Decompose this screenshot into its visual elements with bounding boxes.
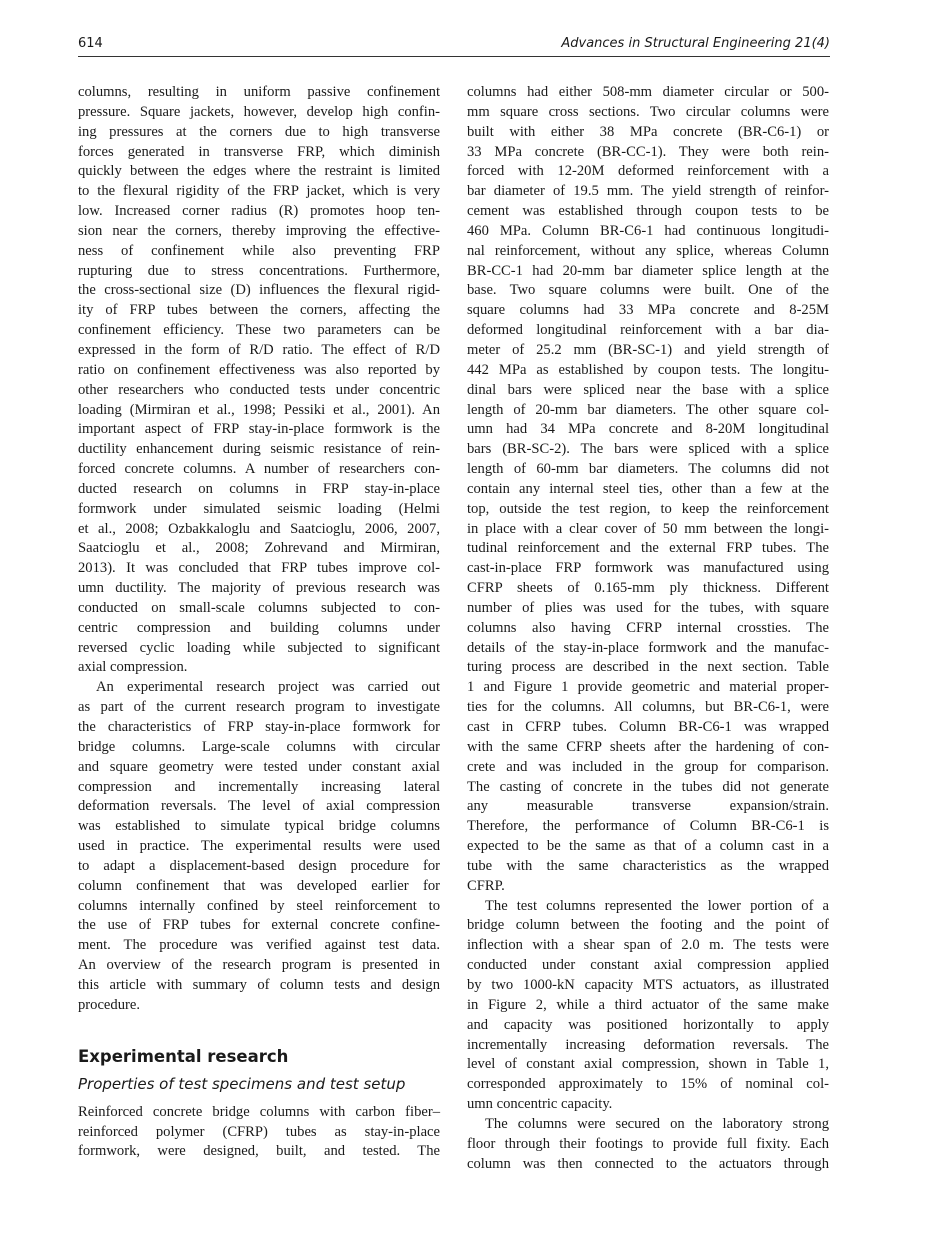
text-line: ductility enhancement during seismic resistance of rein-	[78, 441, 440, 458]
text-line: ness of confinement while also preventing FRP	[78, 242, 440, 259]
text-line: formwork, were designed, built, and tested. The	[78, 1143, 440, 1160]
text-line: level of constant axial compression, shown in Table 1,	[467, 1056, 829, 1073]
text-line: the characteristics of FRP stay-in-place formwork for	[78, 719, 440, 735]
text-line: confinement efficiency. These two parameters can be	[78, 322, 440, 339]
subsection-heading: Properties of test specimens and test setup	[78, 1074, 406, 1093]
text-line: to adapt a displacement-based design procedure for	[78, 857, 440, 874]
paragraph	[467, 83, 829, 897]
text-line: An experimental research project was carried out	[96, 679, 440, 696]
text-line: deformed longitudinal reinforcement with a bar dia-	[467, 322, 829, 339]
text-line: An overview of the research program is presented in	[78, 957, 440, 974]
text-line: the use of FRP tubes for external concrete confine-	[78, 917, 440, 934]
text-line: umn ductility. The majority of previous research was	[78, 580, 440, 597]
text-line: ratio on confinement effectiveness was also reported by	[78, 361, 440, 378]
text-line: turing process are described in the next section. Table	[467, 659, 829, 676]
text-line: ducted research on columns in FRP stay-in-place	[78, 480, 440, 497]
text-line: umn had 34 MPa concrete and 8-20M longitudinal	[467, 421, 829, 438]
text-line: and capacity was positioned horizontally to apply	[467, 1016, 829, 1033]
text-line: Reinforced concrete bridge columns with carbon fiber–	[78, 1103, 440, 1120]
text-line: columns had either 508-mm diameter circular or 500-	[467, 84, 829, 100]
section-body	[78, 1103, 440, 1163]
text-line: 33 MPa concrete (BR-CC-1). They were both rein-	[467, 143, 829, 160]
text-line: this article with summary of column tests and design	[78, 976, 440, 993]
text-line: column was then connected to the actuators through	[467, 1155, 829, 1172]
text-line: cast-in-place FRP formwork was manufactured using	[467, 560, 829, 577]
text-line: conducted on small-scale columns subjected to con-	[78, 599, 440, 616]
text-line: 460 MPa. Column BR-C6-1 had continuous longitudi-	[467, 222, 829, 239]
text-line: built with either 38 MPa concrete (BR-C6-1) or	[467, 123, 829, 140]
text-line: columns, resulting in uniform passive confinement	[78, 84, 440, 100]
text-line: reversed cyclic loading while subjected to significant	[78, 639, 440, 656]
text-line: The casting of concrete in the tubes did not generate	[467, 778, 829, 795]
text-line: bar diameter of 19.5 mm. The yield strength of reinfor-	[467, 183, 829, 200]
text-line: in place with a clear cover of 50 mm between the longi-	[467, 520, 829, 537]
text-line: bars (BR-SC-2). The bars were spliced with a splice	[467, 441, 829, 458]
text-line: centric compression and building columns under	[78, 619, 440, 636]
text-line: loading (Mirmiran et al., 1998; Pessiki et al., 2001). An	[78, 401, 440, 418]
paragraph	[78, 83, 440, 678]
text-line: 2013). It was concluded that FRP tubes improve col-	[78, 560, 440, 577]
text-line: square columns had 33 MPa concrete and 8-25M	[467, 302, 829, 319]
text-line: to the flexural rigidity of the FRP jacket, which is very	[78, 183, 440, 200]
text-line: low. Increased corner radius (R) promotes hoop ten-	[78, 203, 440, 220]
text-line: ment. The procedure was verified against test data.	[78, 937, 440, 954]
text-line: crete and was included in the group for comparison.	[467, 758, 829, 775]
text-line: CFRP.	[467, 877, 505, 894]
text-line: formwork under simulated seismic loading (Helmi	[78, 500, 440, 517]
text-line: base. Two square columns were built. One of the	[467, 282, 829, 299]
text-line: nal reinforcement, without any splice, whereas Column	[467, 242, 829, 259]
text-line: mm square cross sections. Two circular columns were	[467, 103, 829, 120]
paragraph	[78, 678, 440, 1015]
text-line: reinforced polymer (CFRP) tubes as stay-in-place	[78, 1123, 440, 1140]
text-line: et al., 2008; Ozbakkaloglu and Saatcioglu, 2006, 2007,	[78, 520, 440, 537]
text-line: CFRP sheets of 0.165-mm ply thickness. Different	[467, 580, 829, 597]
text-line: contain any internal steel ties, other than a few at the	[467, 480, 829, 497]
text-line: used in practice. The experimental results were used	[78, 838, 440, 855]
text-line: with the same CFRP sheets after the hardening of con-	[467, 738, 829, 755]
text-line: bridge columns. Large-scale columns with circular	[78, 738, 440, 755]
text-line: tudinal reinforcement and the external FRP tubes. The	[467, 540, 829, 557]
text-line: ing pressures at the corners due to high transverse	[78, 123, 440, 140]
text-line: was established to simulate typical bridge columns	[78, 818, 440, 835]
page-number: 614	[78, 36, 103, 51]
text-line: rupturing due to stress concentrations. Furthermore,	[78, 262, 440, 279]
text-line: length of 60-mm bar diameters. The columns did not	[467, 461, 829, 478]
right-paragraphs	[467, 83, 829, 1174]
paragraph	[467, 897, 829, 1115]
text-line: other researchers who conducted tests under concentric	[78, 381, 440, 398]
text-line: column confinement that was developed earlier for	[78, 877, 440, 894]
text-line: as part of the current research program to investigate	[78, 699, 440, 716]
text-line: meter of 25.2 mm (BR-SC-1) and yield strength of	[467, 341, 829, 358]
section-heading: Experimental research	[78, 1046, 289, 1066]
text-line: inflection with a shear span of 2.0 m. The tests were	[467, 937, 829, 954]
text-line: ity of FRP tubes between the corners, affecting the	[78, 302, 440, 319]
text-line: dinal bars were spliced near the base with a splice	[467, 381, 829, 398]
text-line: floor through their footings to provide full fixity. Each	[467, 1135, 829, 1152]
text-line: any measurable transverse expansion/strain.	[467, 798, 829, 815]
text-line: cement was established through coupon tests to be	[467, 203, 829, 220]
text-line: number of plies was used for the tubes, with square	[467, 599, 829, 616]
text-line: details of the stay-in-place formwork and the manufac-	[467, 639, 829, 656]
paragraph	[467, 1115, 829, 1175]
text-line: sion near the corners, thereby improving the effective-	[78, 222, 440, 239]
text-line: ties for the columns. All columns, but BR-C6-1, were	[467, 699, 829, 716]
text-line: expressed in the form of R/D ratio. The effect of R/D	[78, 341, 440, 358]
text-line: axial compression.	[78, 659, 188, 676]
text-line: tube with the same characteristics as the wrapped	[467, 857, 829, 874]
text-line: incrementally increasing deformation reversals. The	[467, 1036, 829, 1053]
text-line: the cross-sectional size (D) influences the flexural rigid-	[78, 282, 440, 299]
text-line: The test columns represented the lower portion of a	[485, 897, 829, 914]
text-line: quickly between the edges where the restraint is limited	[78, 163, 440, 180]
text-line: by two 1000-kN capacity MTS actuators, as illustrated	[467, 976, 829, 993]
text-line: cast in CFRP tubes. Column BR-C6-1 was wrapped	[467, 719, 829, 735]
text-line: columns also having CFRP internal crossties. The	[467, 619, 829, 636]
text-line: bridge column between the footing and the point of	[467, 917, 829, 934]
text-line: pressure. Square jackets, however, develop high confin-	[78, 103, 440, 120]
text-line: important aspect of FRP stay-in-place formwork is the	[78, 421, 440, 438]
left-paragraphs	[78, 83, 440, 1016]
text-line: forces generated in transverse FRP, which diminish	[78, 143, 440, 160]
text-line: columns internally confined by steel reinforcement to	[78, 897, 440, 914]
journal-title: Advances in Structural Engineering 21(4)	[561, 36, 830, 51]
text-line: Saatcioglu et al., 2008; Zohrevand and Mirmiran,	[78, 540, 440, 557]
text-line: in Figure 2, while a third actuator of the same make	[467, 996, 829, 1013]
text-line: BR-CC-1 had 20-mm bar diameter splice length at the	[467, 262, 829, 279]
text-line: and square geometry were tested under constant axial	[78, 758, 440, 775]
text-line: expected to be the same as that of a column cast in a	[467, 838, 829, 855]
right-column	[467, 83, 829, 1174]
text-line: 1 and Figure 1 provide geometric and material proper-	[467, 679, 829, 696]
text-line: The columns were secured on the laboratory strong	[485, 1115, 829, 1132]
text-line: forced concrete columns. A number of researchers con-	[78, 461, 440, 478]
running-header	[78, 34, 830, 57]
text-line: compression and incrementally increasing lateral	[78, 778, 440, 795]
text-line: Therefore, the performance of Column BR-C6-1 is	[467, 818, 829, 835]
text-line: deformation reversals. The level of axial compression	[78, 798, 440, 815]
text-line: forced with 12-20M deformed reinforcement with a	[467, 163, 829, 180]
text-line: corresponded approximately to 15% of nominal col-	[467, 1076, 829, 1093]
left-column	[78, 83, 440, 1162]
text-line: conducted under constant axial compression applied	[467, 957, 829, 974]
text-line: procedure.	[78, 996, 140, 1013]
paragraph	[78, 1103, 440, 1163]
text-line: umn concentric capacity.	[467, 1096, 613, 1113]
text-line: top, outside the test region, to keep the reinforcement	[467, 500, 829, 517]
text-line: 442 MPa as established by coupon tests. The longitu-	[467, 361, 829, 378]
text-line: length of 20-mm bar diameters. The other square col-	[467, 401, 829, 418]
